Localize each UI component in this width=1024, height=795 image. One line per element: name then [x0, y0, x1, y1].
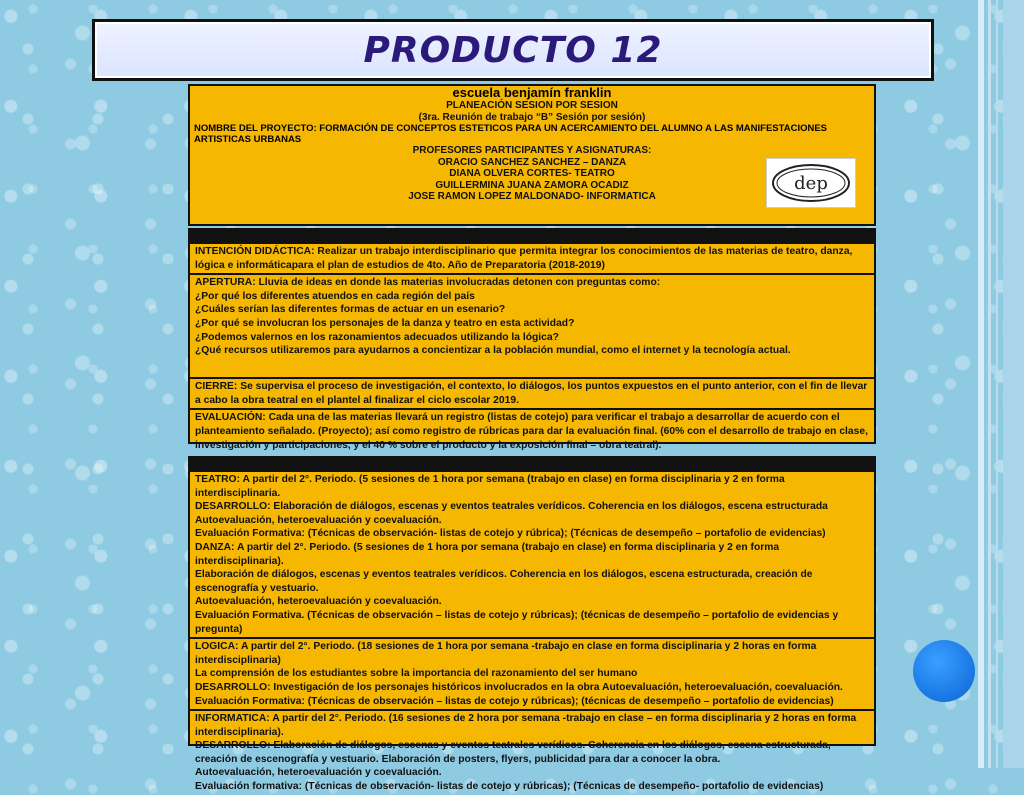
planning-title: PLANEACIÓN SESION POR SESION: [446, 100, 618, 111]
teacher-item: ORACIO SANCHEZ SANCHEZ – DANZA: [437, 156, 627, 168]
slide-title: PRODUCTO 12: [363, 29, 663, 71]
decorative-stripe: [978, 0, 984, 768]
school-name: escuela benjamín franklin: [452, 85, 612, 100]
teacher-item: GUILLERMINA JUANA ZAMORA OCADIZ: [435, 179, 629, 191]
header-box: [188, 84, 876, 226]
cierre-cell: CIERRE: Se supervisa el proceso de investigación, el contexto, lo diálogos, los puntos expuestos en el punto anterior, con el fin de llevar a cabo la obra teatral en el plantel al finalizar el ciclo escolar 2019.: [190, 377, 874, 408]
section-header-bar: [190, 230, 874, 242]
decorative-stripe: [996, 0, 998, 768]
decorative-circle: [913, 640, 975, 702]
didactic-section: [188, 228, 876, 451]
svg-text:dep: dep: [794, 173, 828, 194]
evaluacion-cell: EVALUACIÓN: Cada una de las materias llevará un registro (listas de cotejo) para verificar el trabajo a desarrollar de acuerdo con el planteamiento señalado. (Proyecto); así como registro de rúbricas para dar la evaluación final. (60% con el desarrollo de trabajo en clase, investigación y participaciones, y el 40 % sobre el producto y la exposición final – obra teatral).: [190, 408, 874, 453]
logica-cell: LOGICA: A partir del 2°. Periodo. (18 sesiones de 1 hora por semana -trabajo en clase en forma disciplinaria y 2 horas en forma interdisciplinaria) La comprensión de los estudiantes sobre la importancia del razonamiento del ser humano DESARROLLO: Investigación de los personajes históricos involucrados en la obra Autoevaluación, heteroevaluación, coevaluación. Evaluación Formativa: (Técnicas de observación – listas de cotejo y rúbricas); (técnicas de desempeño – portafolio de evidencias): [190, 637, 874, 709]
subjects-section: [188, 456, 876, 793]
apertura-cell: APERTURA: Lluvia de ideas en donde las materias involucradas detonen con preguntas como: ¿Por qué los diferentes atuendos en cada región del país ¿Cuáles serían las diferentes formas de actuar en un esenario? ¿Por qué se involucran los personajes de la danza y teatro en esta actividad? ¿Podemos valernos en los razonamientos adecuados utilizando la lógica? ¿Qué recursos utilizaremos para ayudarnos a concientizar a la población mundial, como el internet y la tecnología actual.: [190, 273, 874, 377]
school-logo: [766, 158, 856, 208]
teacher-item: DIANA OLVERA CORTES- TEATRO: [449, 168, 615, 179]
project-name: NOMBRE DEL PROYECTO: FORMACIÓN DE CONCEPTOS ESTETICOS PARA UN ACERCAMIENTO DEL ALUMNO A LAS MANIFESTACIONES ARTISTICAS URBANAS: [194, 123, 828, 145]
teachers-title: PROFESORES PARTICIPANTES Y ASIGNATURAS:: [412, 145, 652, 156]
slide-title-box: [92, 19, 934, 81]
meeting-subtitle: (3ra. Reunión de trabajo “B” Sesión por sesión): [418, 111, 646, 123]
teatro-danza-cell: TEATRO: A partir del 2°. Periodo. (5 sesiones de 1 hora por semana (trabajo en clase) en forma disciplinaria y 2 en forma interdisciplinaria. DESARROLLO: Elaboración de diálogos, escenas y eventos teatrales verídicos. Coherencia en los diálogos, escena estructurada Autoevaluación, heteroevaluación y coevaluación. Evaluación Formativa: (Técnicas de observación- listas de cotejo y rúbrica); (Técnicas de desempeño – portafolio de evidencias) DANZA: A partir del 2°. Periodo. (5 sesiones de 1 hora por semana (trabajo en clase) en forma disciplinaria y 2 en forma interdisciplinaria). Elaboración de diálogos, escenas y eventos teatrales verídicos. Coherencia en los diálogos, escena estructurada, creación de escenografía y vestuario. Autoevaluación, heteroevaluación y coevaluación. Evaluación Formativa. (Técnicas de observación – listas de cotejo y rúbricas); (técnicas de desempeño – portafolio de evidencias y pregunta): [190, 470, 874, 637]
decorative-stripe: [988, 0, 991, 768]
intencion-cell: INTENCIÓN DIDÁCTICA: Realizar un trabajo interdisciplinario que permita integrar los conocimientos de las materias de teatro, danza, lógica e informáticapara el plan de estudios de 4to. Año de Preparatoria (2018-2019): [190, 242, 874, 273]
informatica-cell: INFORMATICA: A partir del 2°. Periodo. (16 sesiones de 2 hora por semana -trabajo en clase – en forma disciplinaria y 2 horas en forma interdisciplinaria). DESARROLLO: Elaboración de diálogos, escenas y eventos teatrales verídicos. Coherencia en los diálogos, escena estructurada, creación de escenografía y vestuario. Elaboración de posters, flyers, publicidad para dar a conocer la obra. Autoevaluación, heteroevaluación y coevaluación. Evaluación formativa: (Técnicas de observación- listas de cotejo y rúbricas); (Técnicas de desempeño- portafolio de evidencias): [190, 709, 874, 795]
teacher-item: JOSE RAMON LOPEZ MALDONADO- INFORMATICA: [408, 191, 656, 202]
decorative-stripe: [1003, 0, 1024, 768]
section-header-bar: [190, 458, 874, 470]
